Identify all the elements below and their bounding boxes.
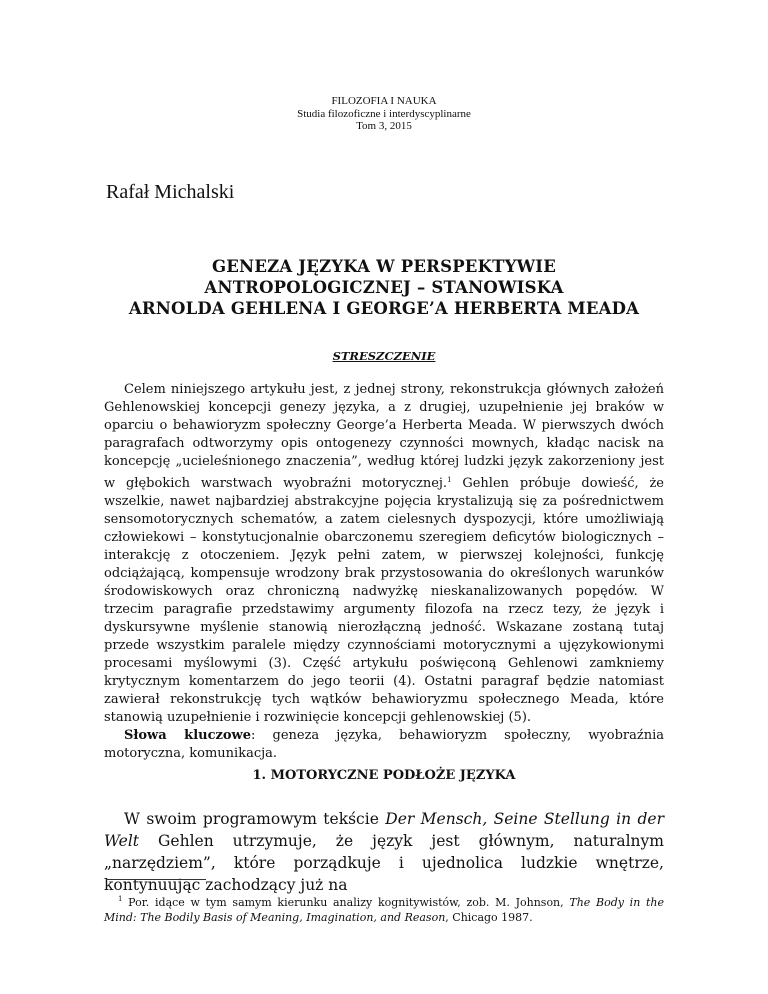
abstract-text-part1: Celem niniejszego artykułu jest, z jednej strony, rekonstrukcja głównych założeń Gehlenowskiej koncepcji genezy języka, a z drugiej, uzupełnienie jej braków w oparciu o behawioryzm społeczny George’a Herberta Meada. W pierwszych dwóch paragrafach odtworzymy opis ontogenezy czynności mownych, kładąc nacisk na koncepcję „ucieleśnionego znaczenia”, według której ludzki język zakorzeniony jest w głębokich warstwach wyobraźni motorycznej. — [104, 382, 664, 491]
title-line-3: ARNOLDA GEHLENA I GEORGE’A HERBERTA MEADA — [128, 299, 640, 318]
journal-name: FILOZOFIA I NAUKA — [331, 95, 437, 107]
abstract-text-part2: Gehlen próbuje dowieść, że wszelkie, nawet najbardziej abstrakcyjne pojęcia krystalizują się za pośrednictwem sensomotorycznych schematów, a zatem cielesnych dyspozycji, które umożliwiają człowiekowi – konstytucjonalnie obarczonemu szeregiem deficytów biologicznych – interakcję z otoczeniem. Język pełni zatem, w pierwszej kolejności, funkcję odciążającą, kompensuje wrodzony brak przystosowania do określonych warunków środowiskowych oraz chroniczną nadwyżkę nieskanalizowanych popędów. W trzecim paragrafie przedstawimy argumenty filozofa na rzecz tezy, że język i dyskursywne myślenie stanowią nierozłączną jedność. Wskazane zostaną tutaj przede wszystkim paralele między czynnościami motorycznymi a ujęzykowionymi procesami myślowymi (3). Część artykułu poświęconą Gehlenowi zamkniemy krytycznym komentarzem do jego teorii (4). Ostatni paragraf będzie natomiast zawierał rekonstrukcję tych wątków behawioryzmu społecznego Meada, które stanowią uzupełnienie i rozwinięcie koncepcji gehlenowskiej (5). — [104, 476, 664, 725]
body-text-part1: W swoim programowym tekście — [124, 810, 386, 828]
body-text — [104, 808, 664, 896]
footnote-paragraph — [104, 892, 664, 925]
footnote-ref: 1 — [447, 476, 452, 484]
title-line-2: ANTROPOLOGICZNEJ – STANOWISKA — [204, 278, 564, 297]
article-title — [0, 256, 768, 319]
abstract-heading: STRESZCZENIE — [332, 349, 436, 363]
keywords-paragraph — [104, 727, 664, 763]
footnote-divider — [106, 879, 206, 880]
body-paragraph — [104, 808, 664, 896]
body-book-title: Der Mensch, Seine Stellung in der Welt — [104, 810, 664, 850]
author-name: Rafał Michalski — [106, 181, 235, 203]
abstract-paragraph — [104, 381, 664, 727]
keywords-label: Słowa kluczowe — [124, 728, 252, 743]
body-text-part2: Gehlen utrzymuje, że język jest głównym, naturalnym „narzędziem”, które porządkuje i ujednolica ludzkie wnętrze, kontynuując zachodzący już na — [104, 832, 664, 894]
footnote — [104, 892, 664, 925]
title-line-1: GENEZA JĘZYKA W PERSPEKTYWIE — [211, 257, 557, 276]
journal-volume: Tom 3, 2015 — [356, 120, 412, 132]
abstract-body — [104, 381, 664, 763]
keywords-list: : geneza języka, behawioryzm społeczny, wyobraźnia motoryczna, komunikacja. — [104, 728, 664, 761]
section-heading: 1. MOTORYCZNE PODŁOŻE JĘZYKA — [252, 768, 516, 783]
footnote-number: 1 — [118, 895, 123, 903]
journal-subtitle: Studia filozoficzne i interdyscyplinarne — [297, 107, 471, 120]
footnote-text-part1: Por. idące w tym samym kierunku analizy kognitywistów, zob. M. Johnson, — [122, 896, 570, 909]
footnote-book-title: The Body in the Mind: The Bodily Basis of Meaning, Imagination, and Reason — [104, 896, 665, 924]
journal-header — [0, 95, 768, 133]
footnote-text-part2: , Chicago 1987. — [445, 911, 533, 924]
